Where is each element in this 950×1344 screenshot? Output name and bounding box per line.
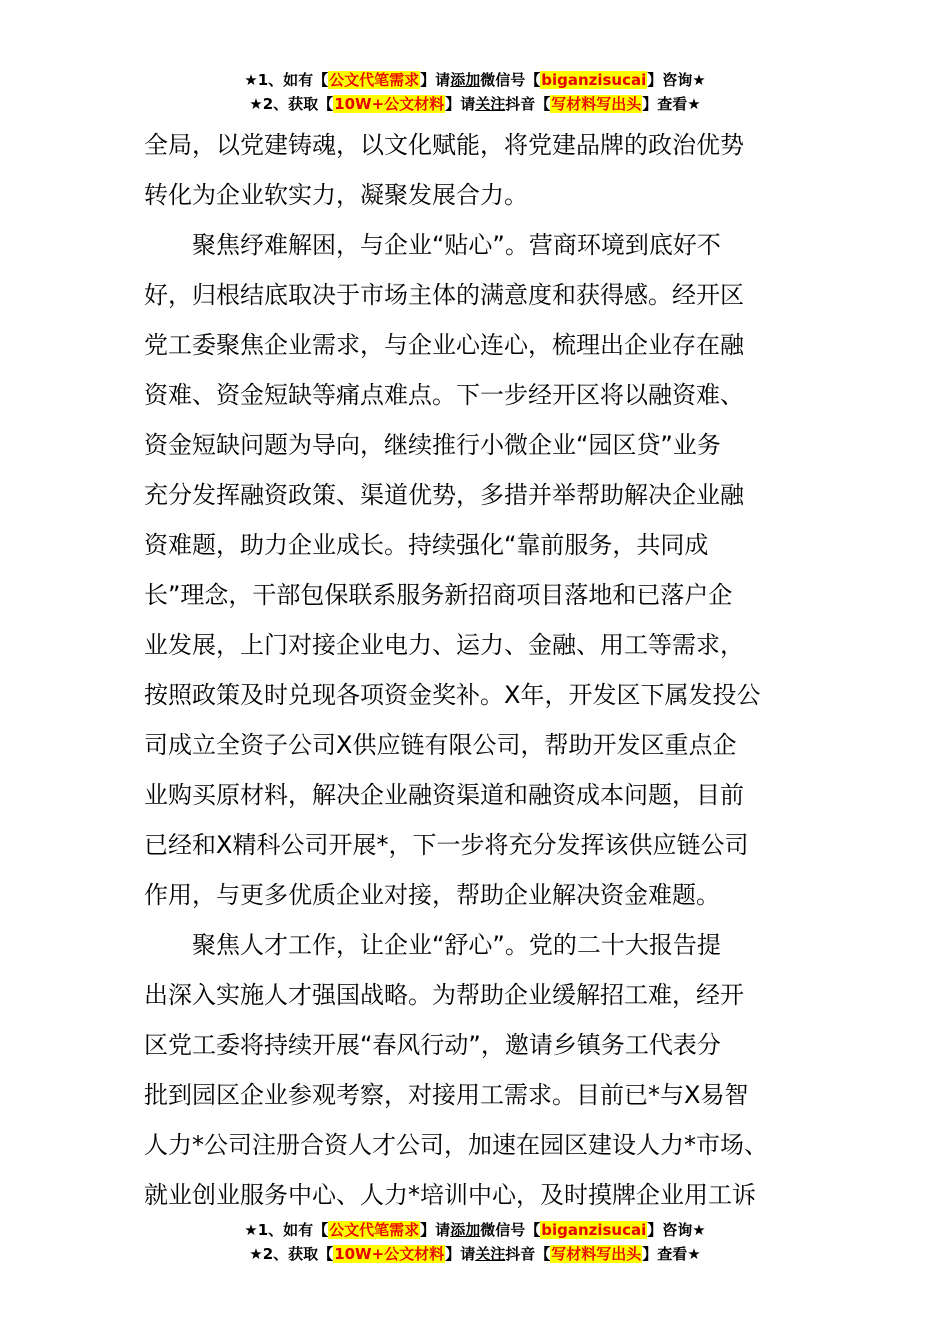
body-line: 按照政策及时兑现各项资金奖补。X年，开发区下属发投公 bbox=[144, 681, 761, 709]
banner-underlined: 添加 bbox=[450, 1221, 481, 1239]
banner-text: 】请 bbox=[445, 1245, 476, 1263]
banner-text: 】请 bbox=[445, 95, 476, 113]
body-line: 全局，以党建铸魂，以文化赋能，将党建品牌的政治优势 bbox=[144, 131, 744, 159]
body-line: 转化为企业软实力，凝聚发展合力。 bbox=[144, 181, 528, 209]
body-line: 长”理念，干部包保联系服务新招商项目落地和已落户企 bbox=[144, 581, 733, 609]
document-body bbox=[144, 120, 814, 1220]
banner-underlined: 关注 bbox=[475, 95, 506, 113]
banner-douyin-account: 写材料写出头 bbox=[551, 1245, 642, 1263]
banner-text: 】查看★ bbox=[642, 1245, 701, 1263]
banner-highlight: 10W+公文材料 bbox=[334, 95, 445, 113]
body-line: 资难、资金短缺等痛点难点。下一步经开区将以融资难、 bbox=[144, 381, 744, 409]
paragraph-heading-line: 聚焦人才工作，让企业“舒心”。党的二十大报告提 bbox=[192, 931, 721, 959]
body-line: 资金短缺问题为导向，继续推行小微企业“园区贷”业务 bbox=[144, 431, 721, 459]
paragraph-heading-line: 聚焦纾难解困，与企业“贴心”。营商环境到底好不 bbox=[192, 231, 721, 259]
body-line: 出深入实施人才强国战略。为帮助企业缓解招工难，经开 bbox=[144, 981, 744, 1009]
banner-wechat-id: biganzisucai bbox=[541, 1221, 647, 1239]
body-line: 已经和X精科公司开展*，下一步将充分发挥该供应链公司 bbox=[144, 831, 749, 859]
header-banner bbox=[0, 68, 950, 116]
body-line: 作用，与更多优质企业对接，帮助企业解决资金难题。 bbox=[144, 881, 720, 909]
body-line: 资难题，助力企业成长。持续强化“靠前服务，共同成 bbox=[144, 531, 709, 559]
banner-highlight: 公文代笔需求 bbox=[329, 1221, 420, 1239]
footer-banner-line-1 bbox=[0, 1218, 950, 1242]
banner-text: 】咨询★ bbox=[647, 71, 706, 89]
body-line: 司成立全资子公司X供应链有限公司，帮助开发区重点企 bbox=[144, 731, 737, 759]
body-line: 区党工委将持续开展“春风行动”，邀请乡镇务工代表分 bbox=[144, 1031, 721, 1059]
footer-banner bbox=[0, 1218, 950, 1266]
body-line: 业购买原材料，解决企业融资渠道和融资成本问题，目前 bbox=[144, 781, 744, 809]
body-line: 好，归根结底取决于市场主体的满意度和获得感。经开区 bbox=[144, 281, 744, 309]
banner-text: 】请 bbox=[420, 1221, 451, 1239]
banner-text: 】请 bbox=[420, 71, 451, 89]
banner-text: 微信号【 bbox=[480, 1221, 541, 1239]
banner-text: 】查看★ bbox=[642, 95, 701, 113]
banner-text: 抖音【 bbox=[505, 1245, 551, 1263]
body-line: 充分发挥融资政策、渠道优势，多措并举帮助解决企业融 bbox=[144, 481, 744, 509]
body-line: 就业创业服务中心、人力*培训中心，及时摸牌企业用工诉 bbox=[144, 1181, 756, 1209]
banner-text: ★2、获取【 bbox=[249, 1245, 334, 1263]
body-line: 党工委聚焦企业需求，与企业心连心，梳理出企业存在融 bbox=[144, 331, 744, 359]
banner-highlight: 10W+公文材料 bbox=[334, 1245, 445, 1263]
banner-text: 抖音【 bbox=[505, 95, 551, 113]
banner-underlined: 关注 bbox=[475, 1245, 506, 1263]
banner-text: 微信号【 bbox=[480, 71, 541, 89]
banner-douyin-account: 写材料写出头 bbox=[551, 95, 642, 113]
header-banner-line-1 bbox=[0, 68, 950, 92]
banner-text: ★1、如有【 bbox=[244, 71, 329, 89]
banner-underlined: 添加 bbox=[450, 71, 481, 89]
header-banner-line-2 bbox=[0, 92, 950, 116]
banner-text: ★2、获取【 bbox=[249, 95, 334, 113]
banner-text: 】咨询★ bbox=[647, 1221, 706, 1239]
footer-banner-line-2 bbox=[0, 1242, 950, 1266]
body-line: 业发展，上门对接企业电力、运力、金融、用工等需求， bbox=[144, 631, 744, 659]
body-line: 批到园区企业参观考察，对接用工需求。目前已*与X易智 bbox=[144, 1081, 749, 1109]
banner-text: ★1、如有【 bbox=[244, 1221, 329, 1239]
banner-highlight: 公文代笔需求 bbox=[329, 71, 420, 89]
banner-wechat-id: biganzisucai bbox=[541, 71, 647, 89]
body-line: 人力*公司注册合资人才公司，加速在园区建设人力*市场、 bbox=[144, 1131, 768, 1159]
